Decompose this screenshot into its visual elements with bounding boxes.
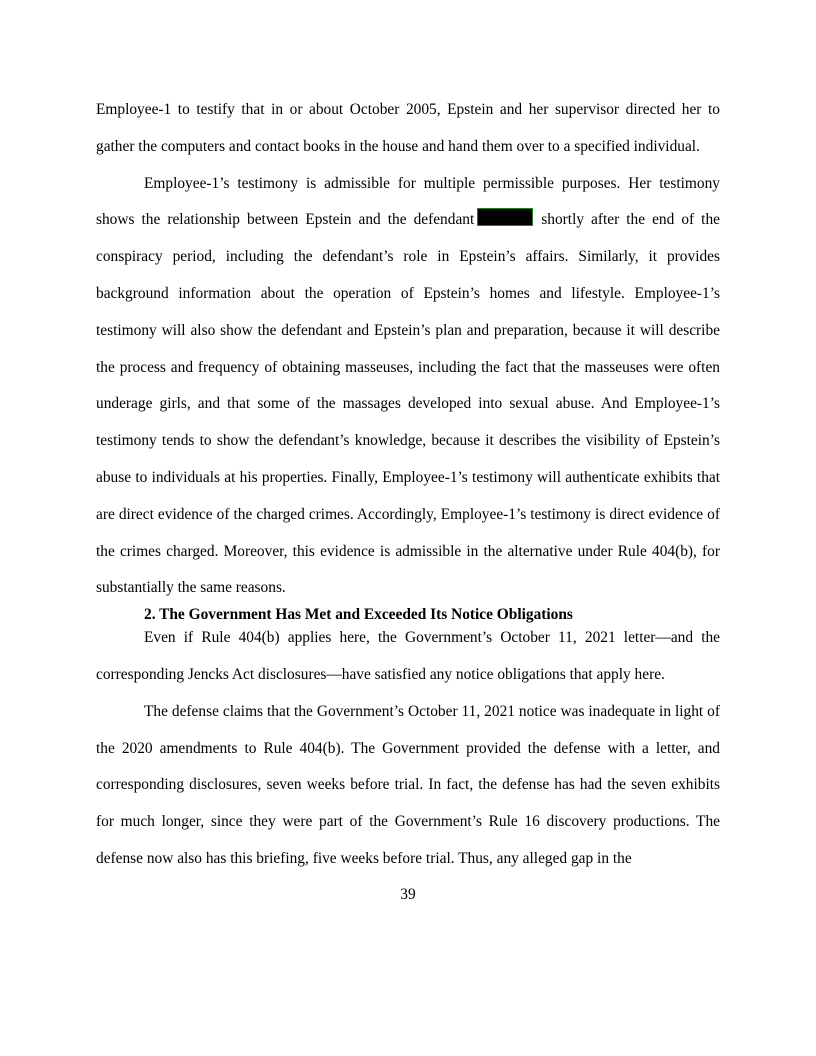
redaction-box <box>477 208 533 226</box>
paragraph-text-before-redaction: Employee-1’s testimony is admissible for multiple permissible purposes. Her testimony shows the relationship between Epstein and the defendant <box>96 174 720 229</box>
paragraph-defense-claims: The defense claims that the Government’s October 11, 2021 notice was inadequate in light of the 2020 amendments to Rule 404(b). The Government provided the defense with a letter, and corresponding disclosures, seven weeks before trial. In fact, the defense has had the seven exhibits for much longer, since they were part of the Government’s Rule 16 discovery productions. The defense now also has this briefing, five weeks before trial. Thus, any alleged gap in the <box>96 702 720 867</box>
document-body <box>96 92 720 878</box>
section-heading: 2. The Government Has Met and Exceeded Its Notice Obligations <box>144 606 573 624</box>
paragraph-text-after-redaction: shortly after the end of the conspiracy period, including the defendant’s role in Epstein’s affairs. Similarly, it provides background information about the operation of Epstein’s homes and lifestyle. Employee-1’s testimony will also show the defendant and Epstein’s plan and preparation, because it will describe the process and frequency of obtaining masseuses, including the fact that the masseuses were often underage girls, and that some of the massages developed into sexual abuse. And Employee-1’s testimony tends to show the defendant’s knowledge, because it describes the visibility of Epstein’s abuse to individuals at his properties. Finally, Employee-1’s testimony will authenticate exhibits that are direct evidence of the charged crimes. Accordingly, Employee-1’s testimony is direct evidence of the crimes charged. Moreover, this evidence is admissible in the alternative under Rule 404(b), for substantially the same reasons. <box>96 211 720 597</box>
paragraph-notice-obligations: Even if Rule 404(b) applies here, the Government’s October 11, 2021 letter—and the corresponding Jencks Act disclosures—have satisfied any notice obligations that apply here. <box>96 629 720 683</box>
paragraph-continuation: Employee-1 to testify that in or about October 2005, Epstein and her supervisor directed her to gather the computers and contact books in the house and hand them over to a specified individual. <box>96 101 720 155</box>
page-number: 39 <box>400 886 416 903</box>
paragraph-employee-testimony <box>96 166 720 608</box>
